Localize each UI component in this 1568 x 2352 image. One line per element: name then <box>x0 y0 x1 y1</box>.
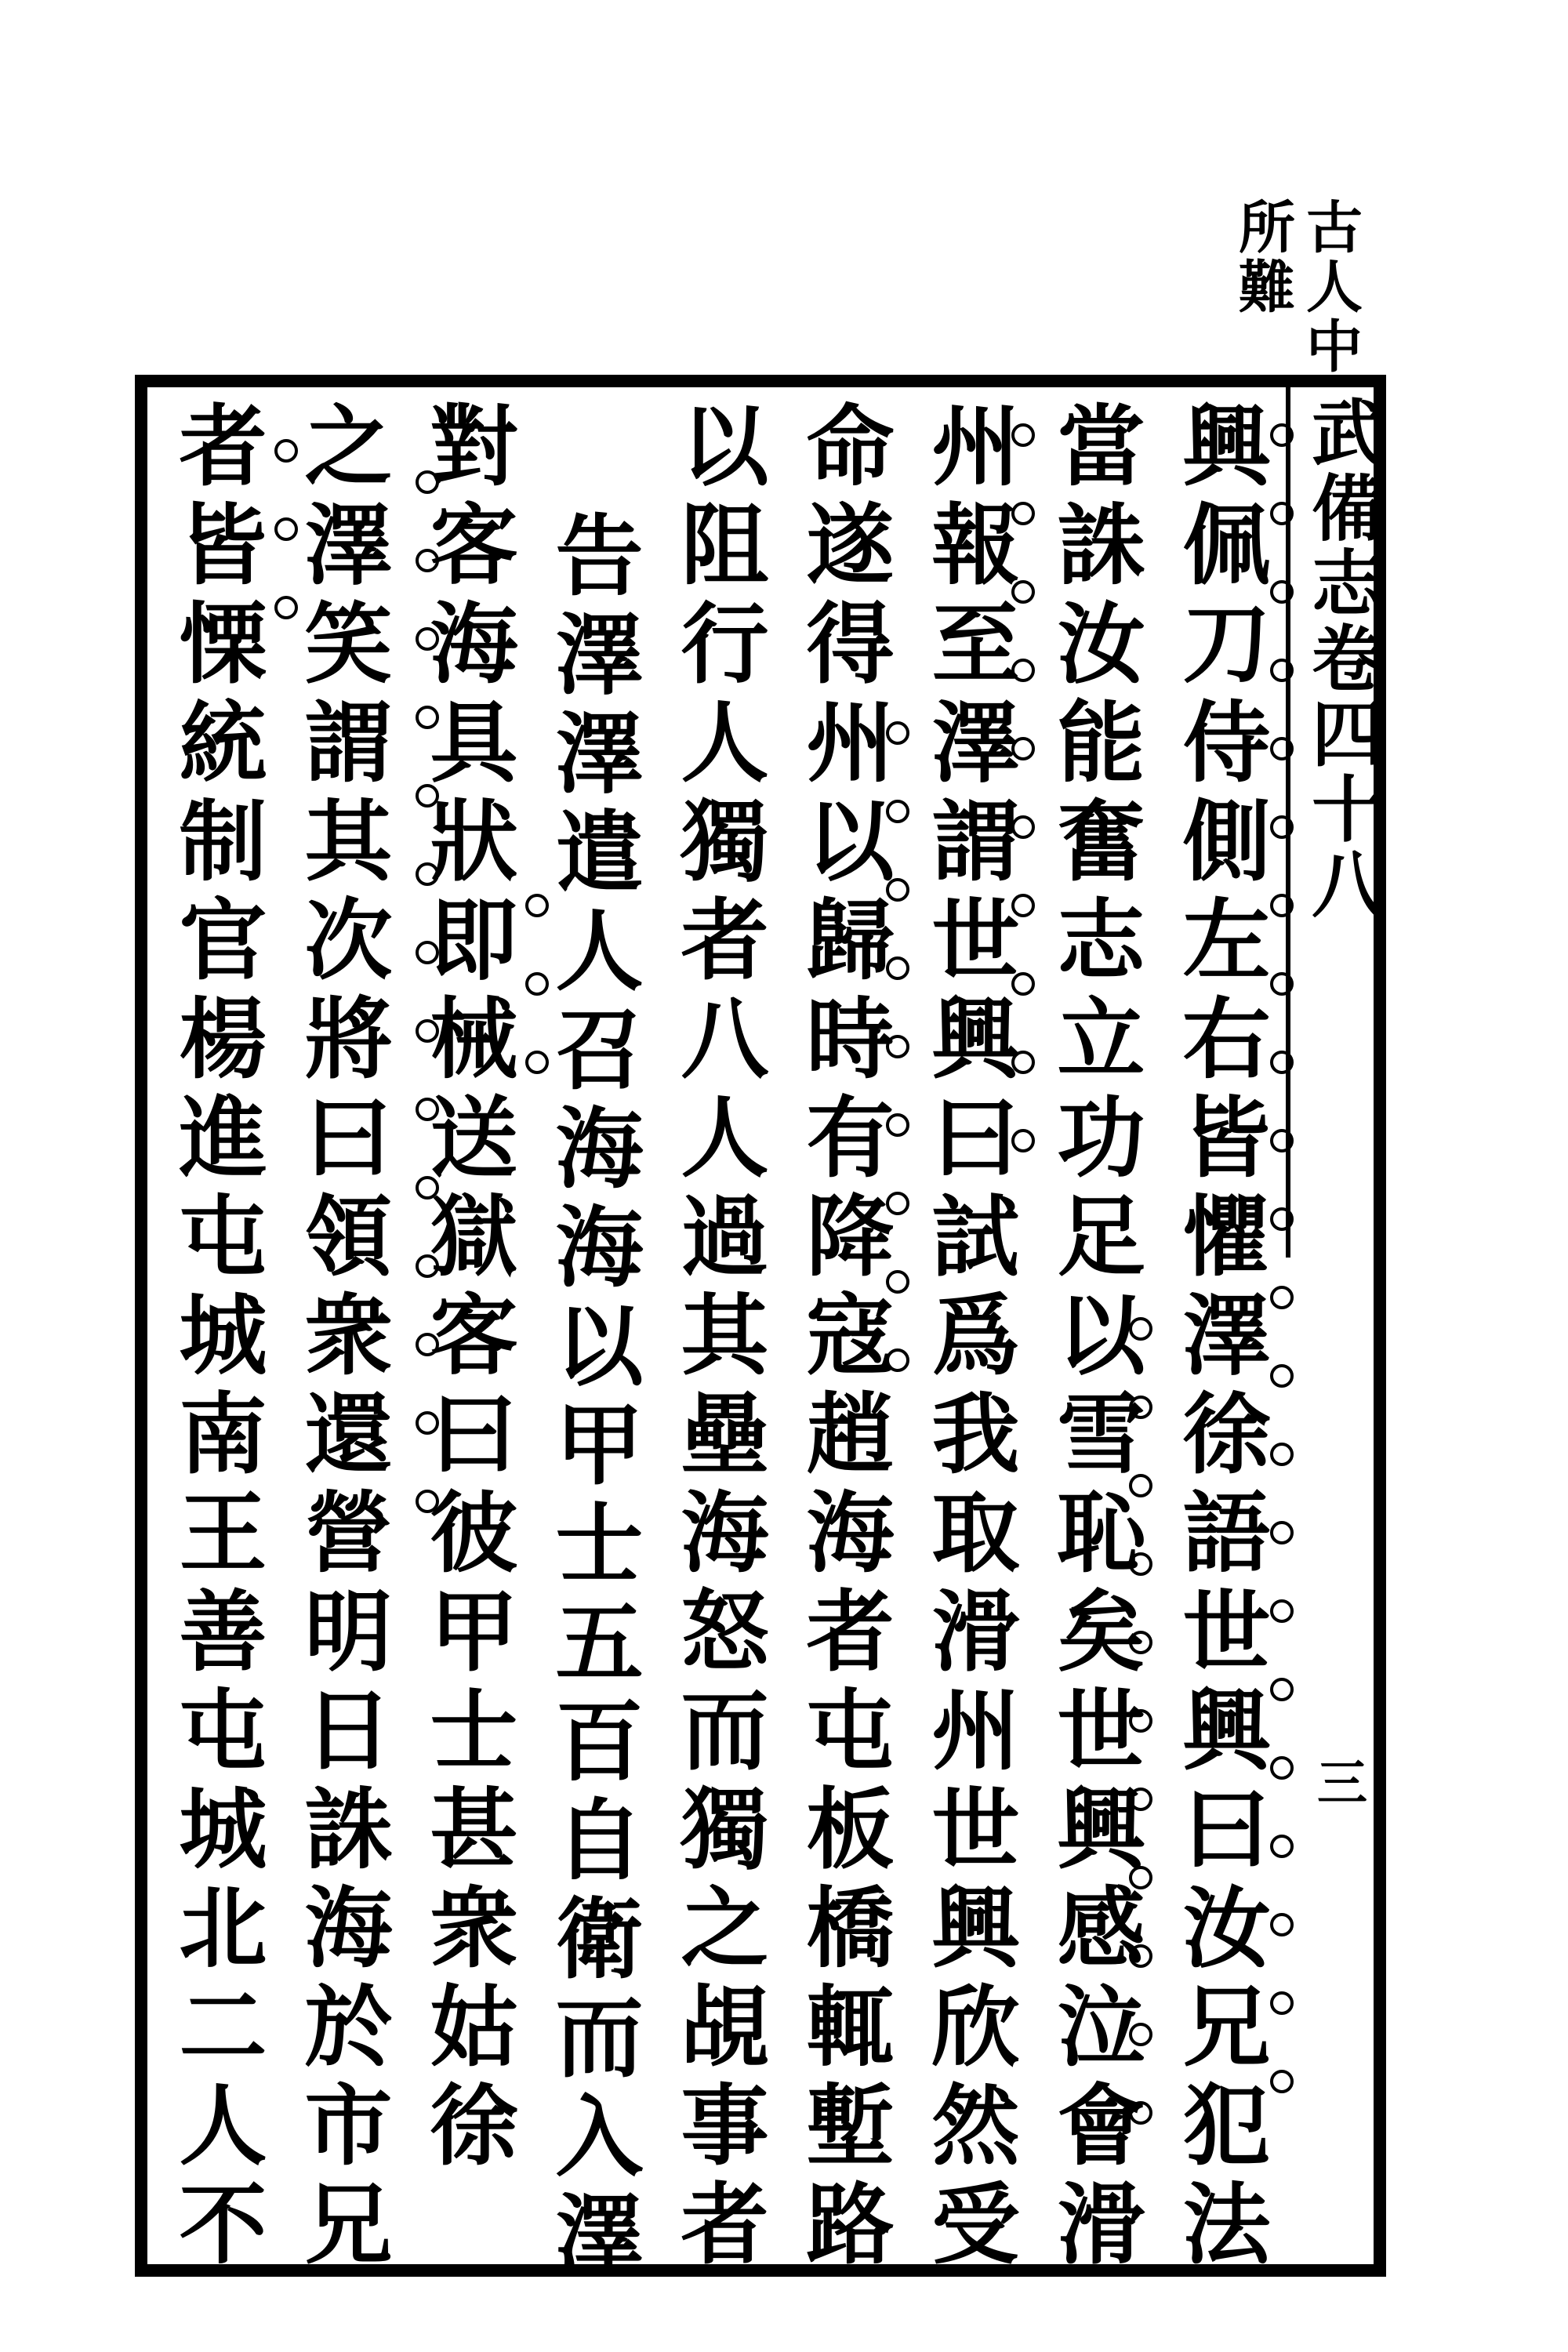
circle-mark <box>1270 1443 1294 1466</box>
circle-mark <box>416 1098 439 1121</box>
circle-mark <box>1270 1991 1294 2015</box>
folio-number: 三 <box>1308 1756 1367 1806</box>
text-column-4: 命遂得州以歸時有降寇趙海者屯板橋輒塹路 <box>792 400 895 2277</box>
circle-mark <box>1011 580 1035 604</box>
circle-mark <box>1270 1599 1294 1623</box>
annotation-marks-6 <box>416 470 447 1513</box>
circle-mark <box>416 549 439 572</box>
circle-mark <box>525 1051 549 1074</box>
circle-mark <box>1129 1788 1152 1811</box>
circle-mark <box>1270 1756 1294 1780</box>
circle-mark <box>1129 1944 1152 1968</box>
annotation-marks-3 <box>1011 423 1043 1152</box>
circle-mark <box>1129 1709 1152 1733</box>
circle-mark <box>274 596 298 619</box>
circle-mark <box>416 1019 439 1043</box>
circle-mark <box>416 784 439 808</box>
text-column-1: 興佩刀侍側左右皆懼澤徐語世興曰汝兄犯法 <box>1168 400 1271 2277</box>
marginal-note-2: 所難 <box>1229 198 1296 317</box>
circle-mark <box>1270 580 1294 604</box>
circle-mark <box>886 1192 909 1215</box>
circle-mark <box>1011 502 1035 525</box>
circle-mark <box>416 627 439 651</box>
circle-mark <box>416 1176 439 1200</box>
circle-mark <box>1270 815 1294 839</box>
circle-mark <box>1011 972 1035 996</box>
circle-mark <box>1270 1051 1294 1074</box>
circle-mark <box>416 470 439 494</box>
circle-mark <box>1129 1396 1152 1419</box>
circle-mark <box>416 1333 439 1356</box>
annotation-marks-2 <box>1129 1317 1160 2125</box>
circle-mark <box>1270 659 1294 682</box>
circle-mark <box>1270 1678 1294 1701</box>
marginal-note-1: 古人中 <box>1297 198 1363 376</box>
circle-mark <box>1270 1913 1294 1936</box>
circle-mark <box>1270 1286 1294 1309</box>
circle-mark <box>1270 1129 1294 1152</box>
circle-mark <box>1270 423 1294 447</box>
circle-mark <box>886 1348 909 1372</box>
circle-mark <box>886 1113 909 1137</box>
circle-mark <box>1270 502 1294 525</box>
circle-mark <box>274 439 298 463</box>
circle-mark <box>1011 894 1035 917</box>
circle-mark <box>886 1035 909 1058</box>
circle-mark <box>1011 737 1035 760</box>
circle-mark <box>416 1254 439 1278</box>
circle-mark <box>416 941 439 964</box>
circle-mark <box>886 878 909 902</box>
circle-mark <box>886 721 909 745</box>
circle-mark <box>1011 659 1035 682</box>
text-column-3: 州報至澤謂世興曰試爲我取滑州世興欣然受 <box>917 400 1020 2277</box>
circle-mark <box>416 706 439 729</box>
circle-mark <box>416 1490 439 1513</box>
circle-mark <box>1011 1051 1035 1074</box>
circle-mark <box>1129 2023 1152 2046</box>
text-column-6: 告澤澤遣人召海海以甲士五百自衛而入澤 <box>541 510 644 2288</box>
text-column-9: 者皆慄統制官楊進屯城南王善屯城北二人不 <box>165 400 267 2277</box>
circle-mark <box>1270 972 1294 996</box>
circle-mark <box>1270 2070 1294 2093</box>
circle-mark <box>416 862 439 886</box>
circle-mark <box>416 1411 439 1435</box>
circle-mark <box>1270 1835 1294 1858</box>
circle-mark <box>1011 423 1035 447</box>
circle-mark <box>1129 1474 1152 1497</box>
circle-mark <box>886 800 909 823</box>
text-column-7: 對客海具狀即械送獄客曰彼甲士甚衆姑徐 <box>416 400 518 2178</box>
circle-mark <box>886 1270 909 1294</box>
text-column-5: 以阻行人獨者八人過其壘海怒而獨之覘事者 <box>666 400 769 2277</box>
circle-mark <box>1129 1317 1152 1341</box>
circle-mark <box>1129 2101 1152 2125</box>
circle-mark <box>886 956 909 980</box>
circle-mark <box>1011 1129 1035 1152</box>
circle-mark <box>1129 1631 1152 1654</box>
text-column-8: 之澤笑謂其次將曰領衆還營明日誅海於市兄 <box>290 400 393 2277</box>
circle-mark <box>1270 1207 1294 1231</box>
volume-title: 武備志卷四十八 <box>1300 395 1385 922</box>
circle-mark <box>1270 894 1294 917</box>
circle-mark <box>1270 1521 1294 1544</box>
circle-mark <box>525 894 549 917</box>
annotation-marks-4 <box>886 721 917 1372</box>
circle-mark <box>1129 1866 1152 1889</box>
circle-mark <box>1011 815 1035 839</box>
text-column-2: 當誅汝能奮志立功足以雪恥矣世興感泣會滑 <box>1043 400 1145 2277</box>
annotation-marks-1 <box>1270 423 1301 2093</box>
circle-mark <box>525 972 549 996</box>
annotation-marks-7 <box>274 439 306 619</box>
annotation-marks-5 <box>525 894 557 1074</box>
circle-mark <box>1129 1552 1152 1576</box>
circle-mark <box>1270 737 1294 760</box>
circle-mark <box>1270 1364 1294 1388</box>
circle-mark <box>274 517 298 541</box>
